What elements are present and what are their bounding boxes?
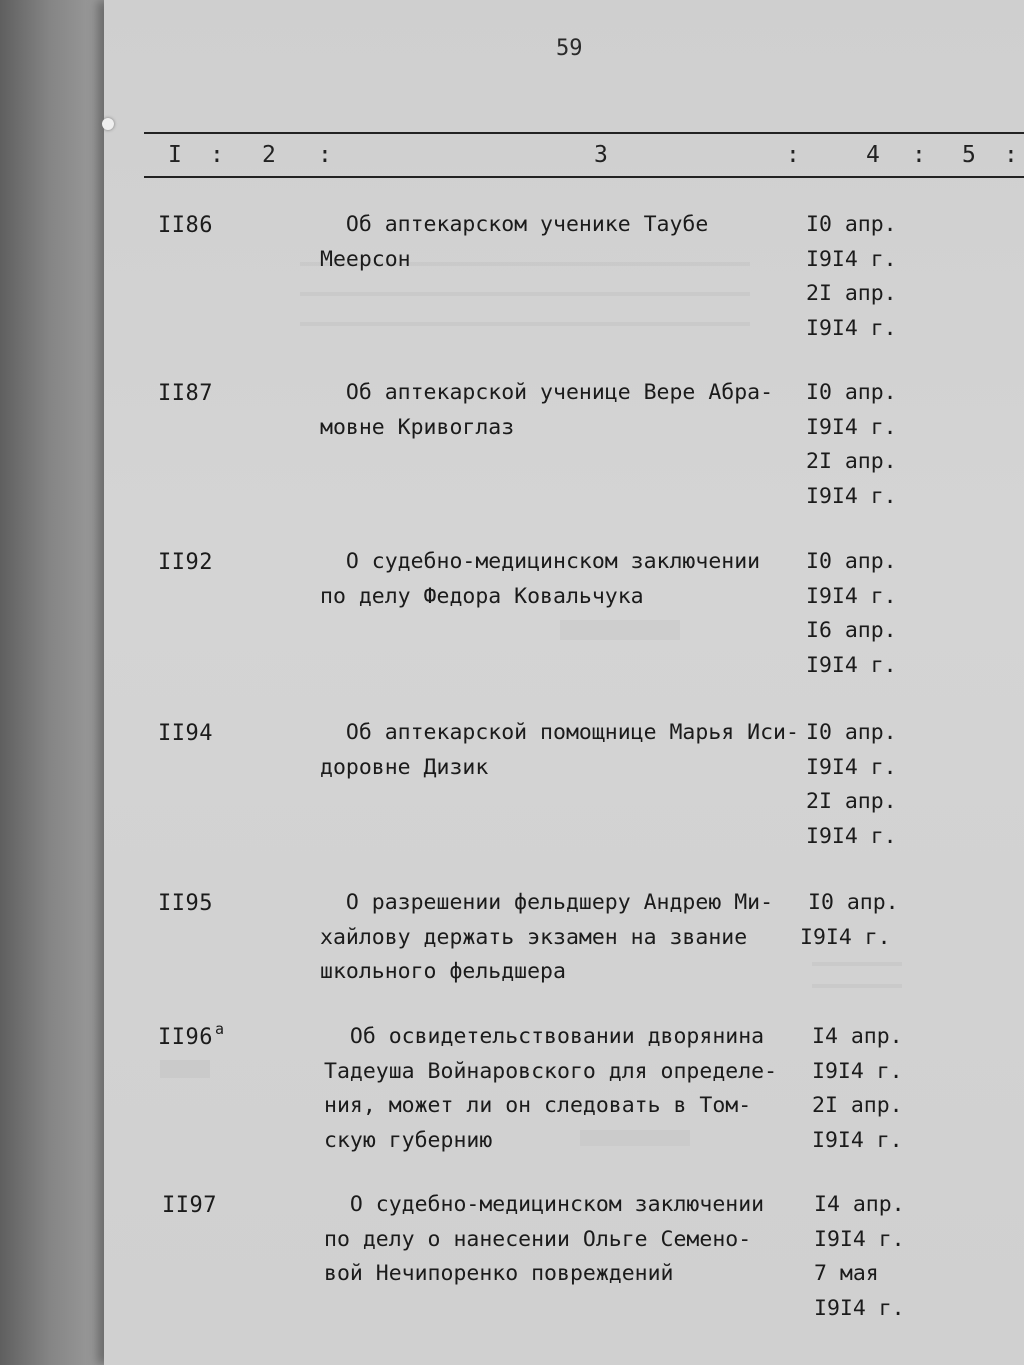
entry-number: II92 [158,550,213,575]
description-line: Об освидетельствовании дворянина [324,1024,765,1049]
page-number: 59 [556,36,583,61]
header-separator: : [1004,142,1018,168]
entry-dates [812,1020,1022,1158]
header-separator: : [210,142,224,168]
entry-dates [806,376,1016,514]
entry-number: II86 [158,213,213,238]
header-col-3: 3 [594,142,608,168]
entry-dates [814,1188,1024,1326]
description-line: вой Нечипоренко повреждений [324,1261,674,1286]
entry-description [320,208,800,277]
date-line: I0 апр. [806,720,897,745]
entry-number: II94 [158,721,213,746]
description-line: по делу Федора Ковальчука [320,583,644,609]
description-line: Об аптекарской помощнице Марья Иси- [320,720,799,745]
entry-dates [806,545,1016,683]
entry-dates [806,208,1016,346]
date-line: I9I4 г. [806,823,897,849]
date-line: I9I4 г. [812,1058,903,1084]
entry-description [320,376,800,445]
description-line: Об аптекарской ученице Вере Абра- [320,380,774,405]
date-line: I9I4 г. [806,414,897,440]
description-line: Меерсон [320,246,411,272]
entry-number: II96 $^а$ [158,1020,225,1050]
date-line: I9I4 г. [806,246,897,272]
date-line: I9I4 г. [814,1226,905,1252]
date-line: I4 апр. [814,1192,905,1217]
entry-description [324,1188,804,1292]
description-line: хайлову держать экзамен на звание [320,924,748,950]
date-line: 2I апр. [806,449,897,474]
date-line: I0 апр. [806,380,897,405]
date-line: I0 апр. [808,890,899,915]
header-separator: : [786,142,800,168]
date-line: I0 апр. [806,549,897,574]
entry-description [320,886,800,990]
description-line: ния, может ли он следовать в Том- [324,1093,752,1118]
description-line: Тадеуша Войнаровского для определе- [324,1058,778,1084]
date-line: I9I4 г. [806,315,897,341]
description-line: О разрешении фельдшеру Андрею Ми- [320,890,774,915]
date-line: 7 мая [814,1261,879,1286]
description-line: О судебно-медицинском заключении [320,549,761,574]
entry-description [324,1020,804,1158]
description-line: Об аптекарском ученике Таубе [320,212,709,237]
entry-description [320,716,800,785]
date-line: I4 апр. [812,1024,903,1049]
header-col-4: 4 [866,142,880,168]
entry-number: II97 [162,1193,217,1218]
entry-description [320,545,800,614]
description-line: скую губернию [324,1127,493,1153]
entry-number: II87 [158,381,213,406]
description-line: мовне Кривоглаз [320,414,515,440]
header-top-rule [144,132,1024,134]
date-line: I9I4 г. [806,754,897,780]
header-col-2: 2 [262,142,276,168]
header-col-1: I [168,142,182,168]
date-line: 2I апр. [806,789,897,814]
entry-number: II95 [158,891,213,916]
date-line: I9I4 г. [806,583,897,609]
header-col-5: 5 [962,142,976,168]
date-line: I6 апр. [806,618,897,643]
header-bottom-rule [144,176,1024,178]
description-line: доровне Дизик [320,754,489,780]
entry-dates [806,716,1016,854]
entry-dates [800,886,1010,955]
date-line: I9I4 г. [806,652,897,678]
header-separator: : [912,142,926,168]
date-line: 2I апр. [806,281,897,306]
date-line: 2I апр. [812,1093,903,1118]
description-line: О судебно-медицинском заключении [324,1192,765,1217]
date-line: I9I4 г. [806,483,897,509]
header-separator: : [318,142,332,168]
date-line: I9I4 г. [814,1295,905,1321]
date-line: I9I4 г. [800,924,891,950]
description-line: школьного фельдшера [320,959,566,984]
date-line: I0 апр. [806,212,897,237]
date-line: I9I4 г. [812,1127,903,1153]
description-line: по делу о нанесении Ольге Семено- [324,1226,752,1252]
